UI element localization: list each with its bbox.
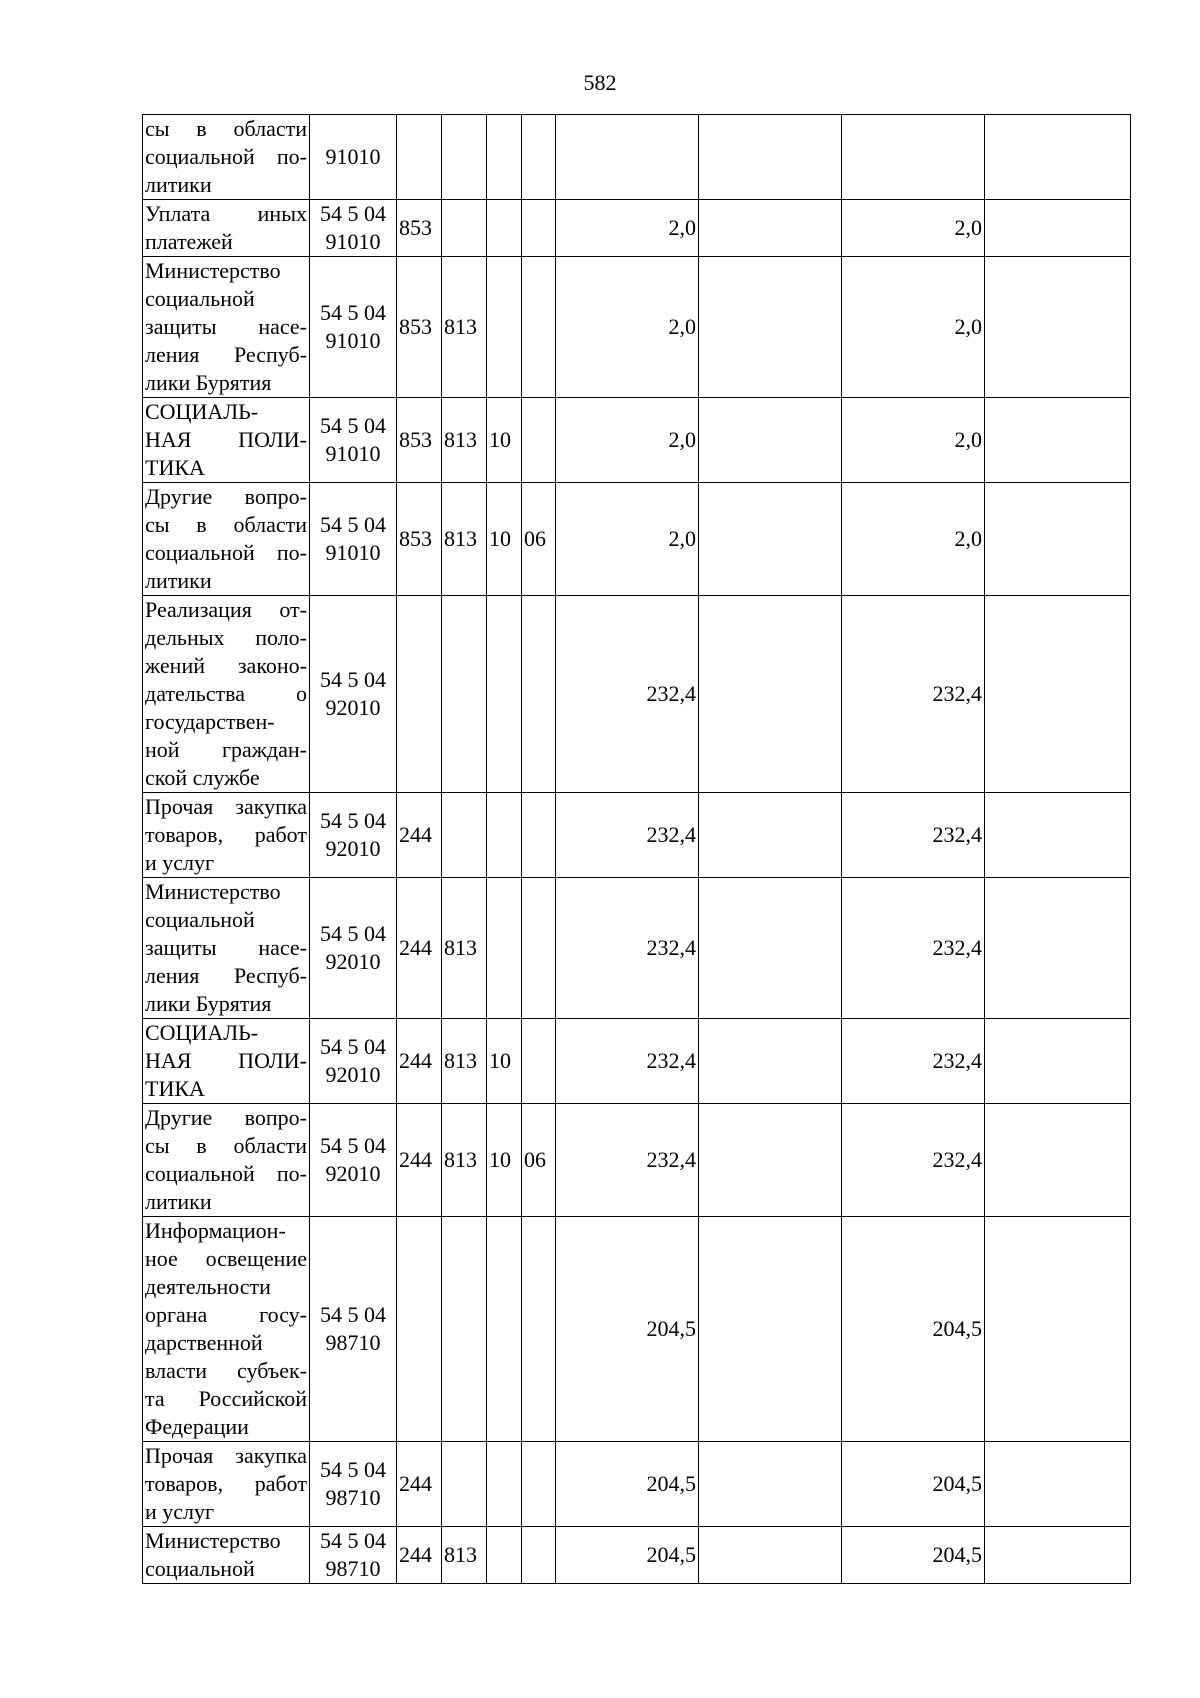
section-cell	[487, 257, 522, 398]
item-name-line: Уплата иных	[145, 201, 307, 226]
target-code-line: 54 5 04	[320, 667, 386, 692]
item-name-cell	[143, 1104, 310, 1217]
ministry-code-cell: 813	[442, 878, 487, 1019]
item-name-line: Министерство	[145, 879, 281, 904]
amount-cell-2	[699, 1104, 842, 1217]
amount-cell-1: 204,5	[556, 1442, 699, 1527]
amount-cell-3: 2,0	[842, 483, 985, 596]
target-code-line: 98710	[325, 1330, 381, 1355]
item-name-line: платежей	[145, 229, 233, 254]
expense-type-cell: 853	[397, 398, 442, 483]
amount-cell-4	[985, 1527, 1131, 1584]
subsection-cell	[522, 257, 556, 398]
item-name-line: дельных поло-	[145, 625, 307, 650]
item-name-line: товаров, работ	[145, 1471, 307, 1496]
table-row	[143, 483, 1131, 596]
item-name-cell	[143, 115, 310, 200]
target-code-line: 92010	[325, 836, 381, 861]
amount-cell-3: 232,4	[842, 1019, 985, 1104]
item-name-line: сы в области	[145, 512, 307, 537]
target-code-line: 91010	[325, 540, 381, 565]
target-code-line: 92010	[325, 1062, 381, 1087]
item-name-cell	[143, 200, 310, 257]
subsection-cell	[522, 398, 556, 483]
subsection-cell	[522, 793, 556, 878]
amount-cell-3: 2,0	[842, 200, 985, 257]
table-row	[143, 115, 1131, 200]
item-name-cell	[143, 483, 310, 596]
section-cell	[487, 596, 522, 793]
target-code-cell	[310, 596, 397, 793]
amount-cell-4	[985, 115, 1131, 200]
amount-cell-2	[699, 1442, 842, 1527]
section-cell	[487, 878, 522, 1019]
amount-cell-4	[985, 398, 1131, 483]
amount-cell-2	[699, 1217, 842, 1442]
table-row	[143, 596, 1131, 793]
item-name-line: власти субъек-	[145, 1358, 307, 1383]
item-name-line: сы в области	[145, 116, 307, 141]
item-name-line: Реализация от-	[145, 597, 307, 622]
target-code-line: 98710	[325, 1556, 381, 1581]
item-name-line: государствен-	[145, 709, 275, 734]
amount-cell-2	[699, 257, 842, 398]
target-code-line: 54 5 04	[320, 512, 386, 537]
amount-cell-1: 232,4	[556, 596, 699, 793]
expense-type-cell: 244	[397, 793, 442, 878]
target-code-line: 54 5 04	[320, 1034, 386, 1059]
subsection-cell	[522, 1019, 556, 1104]
target-code-line: 92010	[325, 949, 381, 974]
subsection-cell	[522, 200, 556, 257]
item-name-line: товаров, работ	[145, 822, 307, 847]
ministry-code-cell: 813	[442, 398, 487, 483]
amount-cell-3: 232,4	[842, 793, 985, 878]
ministry-code-cell: 813	[442, 483, 487, 596]
table-row	[143, 1527, 1131, 1584]
section-cell	[487, 793, 522, 878]
amount-cell-2	[699, 398, 842, 483]
expense-type-cell: 244	[397, 1104, 442, 1217]
target-code-cell	[310, 793, 397, 878]
expense-type-cell: 244	[397, 1019, 442, 1104]
item-name-line: Федерации	[145, 1414, 249, 1439]
item-name-line: НАЯ ПОЛИ-	[145, 1048, 307, 1073]
amount-cell-2	[699, 1527, 842, 1584]
item-name-line: социальной	[145, 907, 255, 932]
amount-cell-2	[699, 793, 842, 878]
item-name-line: ТИКА	[145, 1076, 205, 1101]
target-code-cell	[310, 1217, 397, 1442]
item-name-line: защиты насе-	[145, 935, 307, 960]
target-code-cell	[310, 398, 397, 483]
item-name-line: Прочая закупка	[145, 1443, 307, 1468]
amount-cell-1: 232,4	[556, 1104, 699, 1217]
target-code-line: 92010	[325, 695, 381, 720]
amount-cell-4	[985, 200, 1131, 257]
target-code-line: 91010	[325, 229, 381, 254]
item-name-line: деятельности	[145, 1274, 271, 1299]
expense-type-cell	[397, 115, 442, 200]
target-code-line: 91010	[325, 328, 381, 353]
table-body	[143, 115, 1131, 1584]
item-name-line: сы в области	[145, 1133, 307, 1158]
item-name-cell	[143, 1217, 310, 1442]
item-name-line: Министерство	[145, 258, 281, 283]
amount-cell-2	[699, 1019, 842, 1104]
item-name-line: социальной по-	[145, 540, 307, 565]
expense-type-cell	[397, 1217, 442, 1442]
amount-cell-1: 2,0	[556, 483, 699, 596]
target-code-line: 54 5 04	[320, 413, 386, 438]
target-code-cell	[310, 1019, 397, 1104]
item-name-line: социальной	[145, 286, 255, 311]
subsection-cell: 06	[522, 483, 556, 596]
table-row	[143, 1217, 1131, 1442]
target-code-cell	[310, 1104, 397, 1217]
item-name-line: литики	[145, 568, 212, 593]
amount-cell-1: 2,0	[556, 200, 699, 257]
amount-cell-2	[699, 483, 842, 596]
item-name-line: ТИКА	[145, 455, 205, 480]
item-name-line: социальной	[145, 1556, 255, 1581]
subsection-cell	[522, 115, 556, 200]
item-name-line: социальной по-	[145, 144, 307, 169]
table-row	[143, 398, 1131, 483]
amount-cell-2	[699, 115, 842, 200]
amount-cell-2	[699, 596, 842, 793]
target-code-line: 54 5 04	[320, 300, 386, 325]
ministry-code-cell	[442, 200, 487, 257]
item-name-line: Другие вопро-	[145, 484, 307, 509]
item-name-line: Прочая закупка	[145, 794, 307, 819]
subsection-cell	[522, 1442, 556, 1527]
item-name-line: лики Бурятия	[145, 991, 272, 1016]
amount-cell-2	[699, 878, 842, 1019]
target-code-line: 92010	[325, 1161, 381, 1186]
ministry-code-cell: 813	[442, 1019, 487, 1104]
expense-type-cell: 244	[397, 1527, 442, 1584]
section-cell	[487, 200, 522, 257]
amount-cell-1: 2,0	[556, 257, 699, 398]
item-name-line: лики Бурятия	[145, 370, 272, 395]
section-cell	[487, 1527, 522, 1584]
target-code-cell	[310, 200, 397, 257]
target-code-line: 98710	[325, 1485, 381, 1510]
expense-type-cell	[397, 596, 442, 793]
amount-cell-1: 204,5	[556, 1527, 699, 1584]
table-row	[143, 793, 1131, 878]
item-name-line: ления Респуб-	[145, 342, 307, 367]
target-code-line: 54 5 04	[320, 1133, 386, 1158]
ministry-code-cell	[442, 596, 487, 793]
item-name-line: СОЦИАЛЬ-	[145, 399, 259, 424]
item-name-cell	[143, 878, 310, 1019]
item-name-cell	[143, 1019, 310, 1104]
section-cell: 10	[487, 1019, 522, 1104]
item-name-cell	[143, 257, 310, 398]
expense-type-cell: 853	[397, 483, 442, 596]
target-code-cell	[310, 1527, 397, 1584]
section-cell: 10	[487, 1104, 522, 1217]
amount-cell-3: 204,5	[842, 1442, 985, 1527]
item-name-line: Информацион-	[145, 1218, 286, 1243]
target-code-line: 54 5 04	[320, 1457, 386, 1482]
expense-type-cell: 244	[397, 1442, 442, 1527]
item-name-line: ской службе	[145, 765, 260, 790]
item-name-line: дарственной	[145, 1330, 263, 1355]
item-name-line: Другие вопро-	[145, 1105, 307, 1130]
item-name-line: дательства о	[145, 681, 307, 706]
target-code-cell	[310, 878, 397, 1019]
table-row	[143, 1442, 1131, 1527]
amount-cell-4	[985, 1217, 1131, 1442]
amount-cell-3	[842, 115, 985, 200]
amount-cell-3: 232,4	[842, 596, 985, 793]
amount-cell-3: 232,4	[842, 1104, 985, 1217]
expense-type-cell: 244	[397, 878, 442, 1019]
expense-type-cell: 853	[397, 257, 442, 398]
table-row	[143, 878, 1131, 1019]
item-name-line: ной граждан-	[145, 737, 307, 762]
target-code-line: 91010	[325, 144, 381, 169]
section-cell	[487, 115, 522, 200]
subsection-cell: 06	[522, 1104, 556, 1217]
section-cell	[487, 1442, 522, 1527]
amount-cell-4	[985, 257, 1131, 398]
target-code-line: 54 5 04	[320, 808, 386, 833]
item-name-line: социальной по-	[145, 1161, 307, 1186]
item-name-cell	[143, 596, 310, 793]
budget-table	[142, 114, 1131, 1584]
target-code-line: 54 5 04	[320, 201, 386, 226]
item-name-cell	[143, 398, 310, 483]
amount-cell-4	[985, 1442, 1131, 1527]
table-row	[143, 257, 1131, 398]
section-cell	[487, 1217, 522, 1442]
item-name-line: защиты насе-	[145, 314, 307, 339]
subsection-cell	[522, 1527, 556, 1584]
target-code-cell	[310, 483, 397, 596]
table-row	[143, 1104, 1131, 1217]
item-name-line: литики	[145, 172, 212, 197]
target-code-cell	[310, 115, 397, 200]
ministry-code-cell: 813	[442, 1527, 487, 1584]
amount-cell-3: 232,4	[842, 878, 985, 1019]
subsection-cell	[522, 1217, 556, 1442]
table-row	[143, 200, 1131, 257]
target-code-line: 54 5 04	[320, 1528, 386, 1553]
page-number: 582	[583, 70, 617, 95]
amount-cell-1: 232,4	[556, 878, 699, 1019]
target-code-line: 54 5 04	[320, 1302, 386, 1327]
item-name-line: ное освещение	[145, 1246, 307, 1271]
ministry-code-cell	[442, 793, 487, 878]
item-name-cell	[143, 793, 310, 878]
item-name-line: НАЯ ПОЛИ-	[145, 427, 307, 452]
ministry-code-cell: 813	[442, 257, 487, 398]
subsection-cell	[522, 878, 556, 1019]
ministry-code-cell	[442, 1217, 487, 1442]
amount-cell-4	[985, 878, 1131, 1019]
target-code-cell	[310, 1442, 397, 1527]
amount-cell-3: 2,0	[842, 257, 985, 398]
item-name-line: и услуг	[145, 850, 215, 875]
amount-cell-1: 232,4	[556, 1019, 699, 1104]
target-code-cell	[310, 257, 397, 398]
amount-cell-2	[699, 200, 842, 257]
amount-cell-1	[556, 115, 699, 200]
amount-cell-4	[985, 1104, 1131, 1217]
amount-cell-1: 2,0	[556, 398, 699, 483]
item-name-line: ления Респуб-	[145, 963, 307, 988]
amount-cell-4	[985, 483, 1131, 596]
subsection-cell	[522, 596, 556, 793]
expense-type-cell: 853	[397, 200, 442, 257]
item-name-line: и услуг	[145, 1499, 215, 1524]
ministry-code-cell: 813	[442, 1104, 487, 1217]
item-name-line: органа госу-	[145, 1302, 307, 1327]
target-code-line: 54 5 04	[320, 921, 386, 946]
item-name-line: жений законо-	[145, 653, 307, 678]
amount-cell-3: 204,5	[842, 1527, 985, 1584]
target-code-line: 91010	[325, 441, 381, 466]
amount-cell-4	[985, 596, 1131, 793]
item-name-line: СОЦИАЛЬ-	[145, 1020, 259, 1045]
item-name-line: литики	[145, 1189, 212, 1214]
amount-cell-4	[985, 793, 1131, 878]
amount-cell-3: 2,0	[842, 398, 985, 483]
amount-cell-4	[985, 1019, 1131, 1104]
item-name-cell	[143, 1442, 310, 1527]
amount-cell-1: 232,4	[556, 793, 699, 878]
item-name-cell	[143, 1527, 310, 1584]
ministry-code-cell	[442, 1442, 487, 1527]
section-cell: 10	[487, 398, 522, 483]
ministry-code-cell	[442, 115, 487, 200]
section-cell: 10	[487, 483, 522, 596]
table-row	[143, 1019, 1131, 1104]
amount-cell-1: 204,5	[556, 1217, 699, 1442]
amount-cell-3: 204,5	[842, 1217, 985, 1442]
item-name-line: та Российской	[145, 1386, 307, 1411]
item-name-line: Министерство	[145, 1528, 281, 1553]
